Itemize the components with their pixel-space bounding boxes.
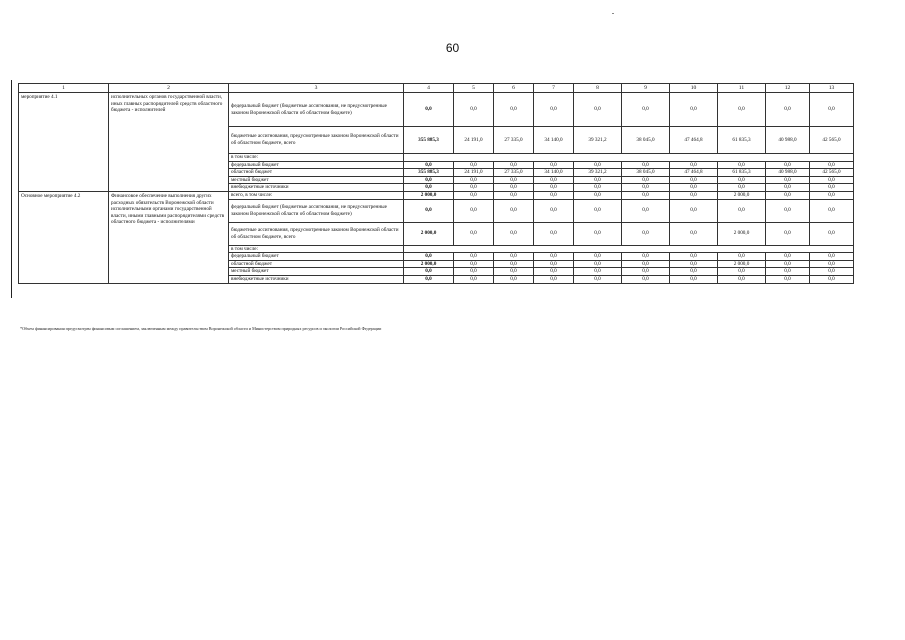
executor-name: исполнительных органов государственной власти, иных главных распорядителей средств областного бюджета - исполнителей [109,93,229,192]
column-number-12: 12 [766,84,810,93]
total-value: 2 000,0 [404,260,454,268]
year-value: 0,0 [810,161,854,169]
year-value: 47 464,8 [670,169,718,177]
year-value: 0,0 [670,161,718,169]
year-value: 0,0 [766,268,810,276]
funding-source: федеральный бюджет (бюджетные ассигнования, не предусмотренные законом Воронежской области об областном бюджете) [229,93,404,127]
column-number-5: 5 [454,84,494,93]
year-value: 0,0 [494,222,534,245]
year-value: 0,0 [534,268,574,276]
year-value: 0,0 [670,176,718,184]
year-value: 0,0 [810,93,854,127]
year-value: 39 321,2 [574,169,622,177]
empty-span-cell [404,154,854,162]
column-number-11: 11 [718,84,766,93]
year-value: 0,0 [534,93,574,127]
page-number: 60 [445,41,460,55]
year-value: 0,0 [454,260,494,268]
year-value: 0,0 [810,268,854,276]
year-value: 0,0 [622,161,670,169]
funding-source: местный бюджет [229,268,404,276]
column-number-7: 7 [534,84,574,93]
year-value: 0,0 [622,199,670,222]
total-value: 0,0 [404,199,454,222]
year-value: 0,0 [810,184,854,192]
year-value: 0,0 [454,222,494,245]
year-value: 0,0 [534,222,574,245]
year-value: 27 335,0 [494,169,534,177]
year-value: 0,0 [766,253,810,261]
year-value: 0,0 [622,222,670,245]
year-value: 0,0 [574,253,622,261]
year-value: 0,0 [494,253,534,261]
year-value: 0,0 [454,199,494,222]
funding-source: бюджетные ассигнования, предусмотренные законом Воронежской области об областном бюджете, всего [229,127,404,154]
executor-name: Финансовое обеспечение выполнения других расходных обязательств Воронежской области исполнительными органами государственной власти, иными главными распорядителями средств областного бюджета - исполнителями [109,191,229,283]
year-value: 0,0 [454,253,494,261]
year-value: 0,0 [810,253,854,261]
column-number-1: 1 [19,84,109,93]
year-value: 0,0 [810,176,854,184]
year-value: 0,0 [622,268,670,276]
year-value: 0,0 [718,93,766,127]
year-value: 0,0 [574,275,622,283]
year-value: 38 045,0 [622,169,670,177]
total-value: 2 000,0 [404,191,454,199]
year-value: 0,0 [810,260,854,268]
year-value: 0,0 [766,222,810,245]
year-value: 0,0 [766,260,810,268]
year-value: 0,0 [718,184,766,192]
year-value: 0,0 [622,93,670,127]
year-value: 0,0 [766,93,810,127]
year-value: 0,0 [454,268,494,276]
column-number-8: 8 [574,84,622,93]
total-value: 355 885,3 [404,127,454,154]
table-row [19,191,854,199]
year-value: 0,0 [810,191,854,199]
year-value: 0,0 [574,176,622,184]
year-value: 0,0 [574,199,622,222]
footnote: *Объем финансирования предусмотрен финансовым соглашением, заключенным между правительством Воронежской области и Министерством природных ресурсов и экологии Российской Федерации [20,326,382,331]
year-value: 61 835,3 [718,127,766,154]
year-value: 0,0 [494,161,534,169]
year-value: 0,0 [622,275,670,283]
year-value: 0,0 [494,176,534,184]
funding-source: федеральный бюджет [229,161,404,169]
column-number-4: 4 [404,84,454,93]
year-value: 27 335,0 [494,127,534,154]
year-value: 0,0 [494,275,534,283]
funding-source: федеральный бюджет (бюджетные ассигнования, не предусмотренные законом Воронежской области об областном бюджете) [229,199,404,222]
funding-source: местный бюджет [229,176,404,184]
empty-span-cell [404,245,854,253]
column-number-6: 6 [494,84,534,93]
table-row [19,93,854,127]
year-value: 0,0 [670,199,718,222]
total-value: 0,0 [404,253,454,261]
year-value: 0,0 [766,161,810,169]
column-number-13: 13 [810,84,854,93]
year-value: 0,0 [494,199,534,222]
funding-source: областной бюджет [229,260,404,268]
funding-source: внебюджетные источники [229,275,404,283]
year-value: 42 565,0 [810,169,854,177]
year-value: 0,0 [670,275,718,283]
year-value: 0,0 [670,268,718,276]
year-value: 0,0 [534,184,574,192]
year-value: 0,0 [622,176,670,184]
header-row [19,84,854,93]
funding-source: федеральный бюджет [229,253,404,261]
year-value: 0,0 [718,268,766,276]
year-value: 0,0 [766,176,810,184]
year-value: 38 045,0 [622,127,670,154]
year-value: 0,0 [574,260,622,268]
year-value: 0,0 [454,161,494,169]
year-value: 0,0 [622,184,670,192]
year-value: 0,0 [810,199,854,222]
year-value: 0,0 [766,275,810,283]
year-value: 0,0 [454,184,494,192]
year-value: 39 321,2 [574,127,622,154]
column-number-2: 2 [109,84,229,93]
year-value: 0,0 [534,176,574,184]
year-value: 0,0 [670,184,718,192]
year-value: 0,0 [718,161,766,169]
funding-source: в том числе: [229,245,404,253]
year-value: 0,0 [574,222,622,245]
budget-table [18,83,854,284]
year-value: 0,0 [766,184,810,192]
year-value: 0,0 [622,253,670,261]
scan-speck [612,13,614,14]
year-value: 0,0 [718,253,766,261]
year-value: 0,0 [454,176,494,184]
funding-source: областной бюджет [229,169,404,177]
year-value: 2 000,0 [718,260,766,268]
column-number-3: 3 [229,84,404,93]
year-value: 42 565,0 [810,127,854,154]
total-value: 0,0 [404,268,454,276]
year-value: 0,0 [718,176,766,184]
year-value: 0,0 [766,199,810,222]
year-value: 0,0 [574,161,622,169]
year-value: 0,0 [494,191,534,199]
column-number-10: 10 [670,84,718,93]
year-value: 0,0 [622,191,670,199]
year-value: 0,0 [534,275,574,283]
funding-source: бюджетные ассигнования, предусмотренные законом Воронежской области об областном бюджете, всего [229,222,404,245]
year-value: 0,0 [454,275,494,283]
total-value: 2 000,0 [404,222,454,245]
total-value: 0,0 [404,93,454,127]
total-value: 0,0 [404,161,454,169]
year-value: 0,0 [454,93,494,127]
year-value: 0,0 [670,93,718,127]
year-value: 0,0 [718,199,766,222]
funding-source: в том числе: [229,154,404,162]
measure-name: мероприятие 4.1 [19,93,109,192]
year-value: 47 464,8 [670,127,718,154]
total-value: 0,0 [404,184,454,192]
total-value: 355 885,3 [404,169,454,177]
year-value: 0,0 [494,93,534,127]
year-value: 0,0 [574,184,622,192]
year-value: 0,0 [534,161,574,169]
year-value: 34 140,0 [534,127,574,154]
year-value: 2 000,0 [718,222,766,245]
year-value: 0,0 [574,191,622,199]
total-value: 0,0 [404,275,454,283]
funding-source: внебюджетные источники [229,184,404,192]
total-value: 0,0 [404,176,454,184]
year-value: 0,0 [534,191,574,199]
year-value: 0,0 [718,275,766,283]
year-value: 0,0 [766,191,810,199]
year-value: 40 988,0 [766,169,810,177]
year-value: 0,0 [574,93,622,127]
year-value: 0,0 [670,191,718,199]
year-value: 0,0 [534,199,574,222]
funding-source: всего, в том числе: [229,191,404,199]
year-value: 34 140,0 [534,169,574,177]
measure-name: Основное мероприятие 4.2 [19,191,109,283]
year-value: 0,0 [454,191,494,199]
year-value: 0,0 [670,260,718,268]
year-value: 2 000,0 [718,191,766,199]
year-value: 0,0 [494,184,534,192]
year-value: 61 835,3 [718,169,766,177]
year-value: 0,0 [494,268,534,276]
year-value: 0,0 [494,260,534,268]
year-value: 40 988,0 [766,127,810,154]
year-value: 0,0 [670,222,718,245]
year-value: 0,0 [534,260,574,268]
year-value: 24 191,0 [454,169,494,177]
year-value: 0,0 [574,268,622,276]
column-number-9: 9 [622,84,670,93]
year-value: 0,0 [622,260,670,268]
year-value: 0,0 [810,275,854,283]
year-value: 0,0 [670,253,718,261]
left-margin-rule [11,80,12,298]
year-value: 0,0 [810,222,854,245]
year-value: 24 191,0 [454,127,494,154]
year-value: 0,0 [534,253,574,261]
